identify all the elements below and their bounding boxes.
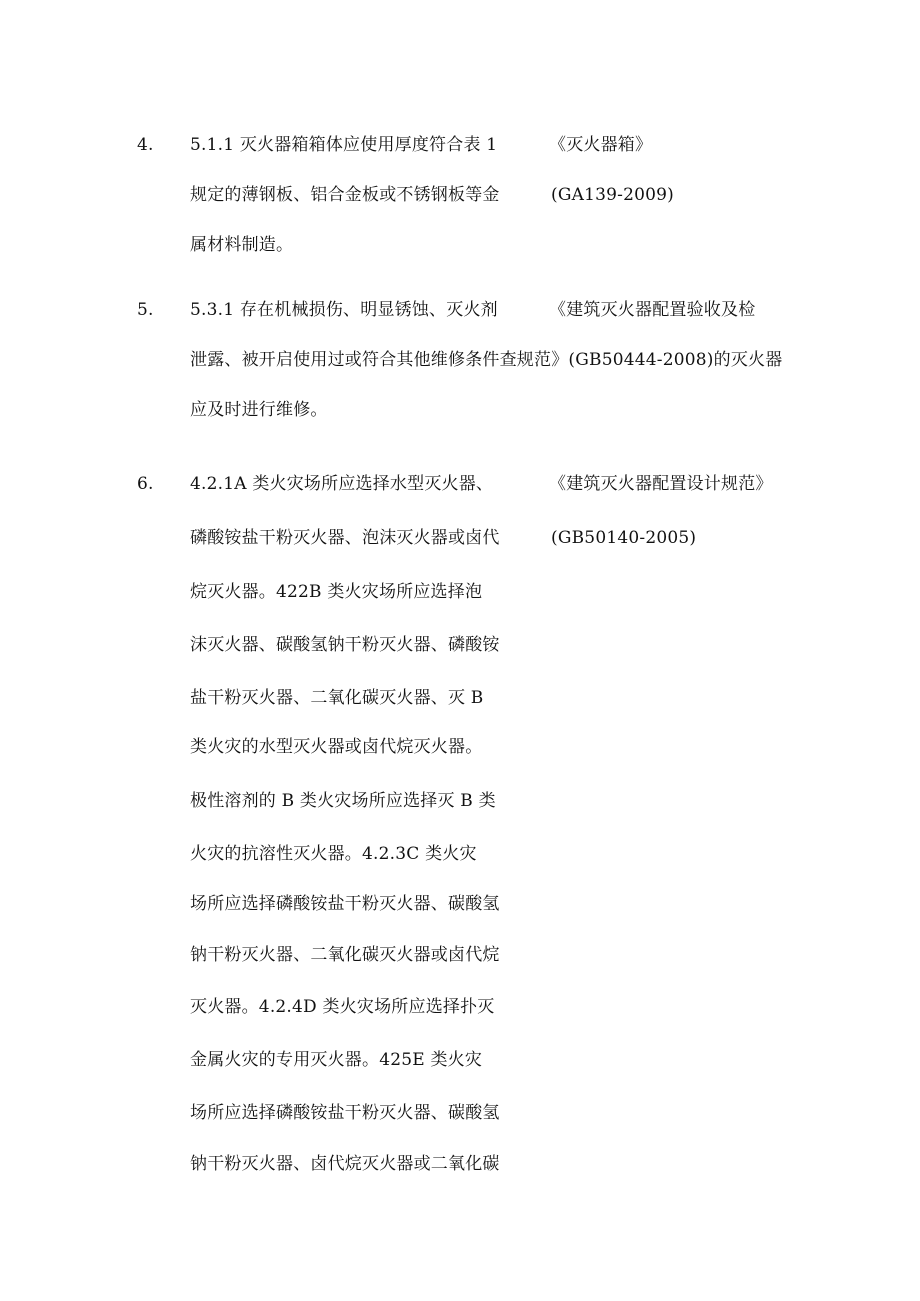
clause-line: 金属火灾的专用灭火器。425E 类火灾 <box>190 1050 483 1070</box>
clause-line: 4.2.1A 类火灾场所应选择水型灭火器、 <box>190 474 494 494</box>
reference-line: 《建筑灭火器配置设计规范》 <box>549 474 773 494</box>
clause-line: 钠干粉灭火器、二氧化碳灭火器或卤代烷 <box>190 945 500 965</box>
clause-line: 极性溶剂的 B 类火灾场所应选择灭 B 类 <box>190 791 496 811</box>
clause-line: 泄露、被开启使用过或符合其他维修条件查规范》(GB50444-2008)的灭火器 <box>190 350 783 370</box>
clause-line: 场所应选择磷酸铵盐干粉灭火器、碳酸氢 <box>190 894 500 914</box>
reference-line: 《建筑灭火器配置验收及检 <box>549 300 756 320</box>
clause-line: 盐干粉灭火器、二氧化碳灭火器、灭 B <box>190 688 484 708</box>
clause-line: 钠干粉灭火器、卤代烷灭火器或二氧化碳 <box>190 1154 500 1174</box>
clause-line: 沫灭火器、碳酸氢钠干粉灭火器、磷酸铵 <box>190 635 500 655</box>
reference-line: 《灭火器箱》 <box>549 135 653 155</box>
clause-line: 规定的薄钢板、铝合金板或不锈钢板等金 <box>190 185 500 205</box>
clause-line: 场所应选择磷酸铵盐干粉灭火器、碳酸氢 <box>190 1103 500 1123</box>
clause-line: 磷酸铵盐干粉灭火器、泡沫灭火器或卤代 <box>190 528 500 548</box>
clause-line: 属材料制造。 <box>190 235 294 255</box>
clause-line: 火灾的抗溶性灭火器。4.2.3C 类火灾 <box>190 844 477 864</box>
item-number: 4. <box>137 135 154 155</box>
clause-line: 应及时进行维修。 <box>190 400 328 420</box>
clause-line: 5.1.1 灭火器箱箱体应使用厚度符合表 1 <box>190 135 498 155</box>
clause-line: 烷灭火器。422B 类火灾场所应选择泡 <box>190 582 483 602</box>
reference-line: (GA139-2009) <box>551 185 674 205</box>
reference-line: (GB50140-2005) <box>551 528 697 548</box>
item-number: 5. <box>137 300 154 320</box>
clause-line: 5.3.1 存在机械损伤、明显锈蚀、灭火剂 <box>190 300 498 320</box>
item-number: 6. <box>137 474 154 494</box>
clause-line: 类火灾的水型灭火器或卤代烷灭火器。 <box>190 737 483 757</box>
clause-line: 灭火器。4.2.4D 类火灾场所应选择扑灭 <box>190 997 495 1017</box>
